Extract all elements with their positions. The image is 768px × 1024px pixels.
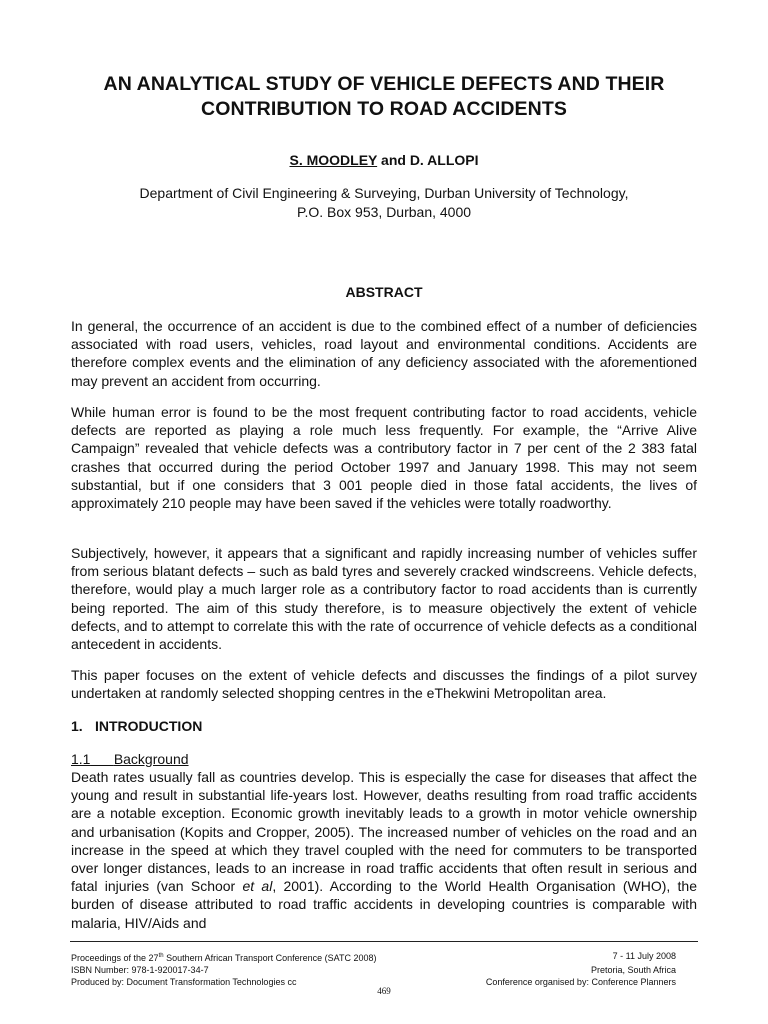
page-number: 469 <box>377 986 391 996</box>
introduction-body <box>71 768 697 932</box>
title-line-1: AN ANALYTICAL STUDY OF VEHICLE DEFECTS AND THEIR <box>103 73 665 95</box>
title-line-2: CONTRIBUTION TO ROAD ACCIDENTS <box>201 98 567 120</box>
page-footer <box>71 950 676 988</box>
section-number: 1. <box>71 718 83 734</box>
footer-producer: Produced by: Document Transformation Technologies cc <box>71 977 297 987</box>
section-heading-introduction <box>71 717 202 735</box>
affiliation <box>40 184 728 222</box>
authors <box>0 151 768 169</box>
footer-isbn: ISBN Number: 978-1-920017-34-7 <box>71 965 209 975</box>
footer-proceedings: Proceedings of the 27th Southern African Transport Conference (SATC 2008) <box>71 953 377 963</box>
subsection-title: Background <box>113 751 189 767</box>
paper-title <box>60 72 708 122</box>
abstract-paragraph-4: This paper focuses on the extent of vehicle defects and discusses the findings of a pilot survey undertaken at randomly selected shopping centres in the eThekwini Metropolitan area. <box>71 667 697 702</box>
footer-organiser: Conference organised by: Conference Planners <box>485 977 676 987</box>
abstract-heading: ABSTRACT <box>345 284 423 300</box>
author-joiner: and <box>377 152 410 168</box>
author-moodley: S. MOODLEY <box>289 152 378 168</box>
affiliation-line-1: Department of Civil Engineering & Surveying, Durban University of Technology, <box>139 185 629 201</box>
intro-text-part-2: , 2001). According to the World Health Organisation (WHO), the burden of disease attributed to road traffic accidents in developing countries is comparable with malaria, HIV/Aids and <box>71 878 697 931</box>
footer-location: Pretoria, South Africa <box>590 965 676 975</box>
affiliation-line-2: P.O. Box 953, Durban, 4000 <box>296 204 472 220</box>
abstract-paragraph-1: In general, the occurrence of an accident is due to the combined effect of a number of deficiencies associated with road users, vehicles, road layout and environmental conditions. Accidents are therefore complex events and the elimination of any deficiency associated with the aforementioned may prevent an accident from occurring. <box>71 318 697 389</box>
subsection-heading-background <box>71 750 189 768</box>
intro-text-part-1: Death rates usually fall as countries develop. This is especially the case for diseases that affect the young and result in substantial life-years lost. However, deaths resulting from road traffic accidents are a notable exception. Economic growth inevitably leads to a growth in motor vehicle ownership and urbanisation (Kopits and Cropper, 2005). The increased number of vehicles on the road and an increase in the speed at which they travel coupled with the need for commuters to be transported over longer distances, leads to an increase in road traffic accidents that often result in serious and fatal injuries (van Schoor <box>71 769 697 895</box>
intro-text-italic: et al <box>242 878 273 895</box>
section-title: INTRODUCTION <box>95 718 203 734</box>
author-allopi: D. ALLOPI <box>409 152 479 168</box>
subsection-number: 1.1 <box>71 751 91 767</box>
abstract-paragraph-2: While human error is found to be the most frequent contributing factor to road accidents, vehicle defects are reported as playing a role much less frequently. For example, the “Arrive Alive Campaign” revealed that vehicle defects was a contributory factor in 7 per cent of the 2 383 fatal crashes that occurred during the period October 1997 and January 1998. This may not seem substantial, but if one considers that 3 001 people died in those fatal accidents, the lives of approximately 210 people may have been saved if the vehicles were totally roadworthy. <box>71 404 697 512</box>
abstract-paragraph-3: Subjectively, however, it appears that a significant and rapidly increasing number of vehicles suffer from serious blatant defects – such as bald tyres and severely cracked windscreens. Vehicle defects, therefore, would play a much larger role as a contributory factor to road accidents than is currently being reported. The aim of this study therefore, is to measure objectively the extent of vehicle defects, and to attempt to correlate this with the rate of occurrence of vehicle defects as a conditional antecedent in accidents. <box>71 545 697 653</box>
footer-divider <box>70 941 698 942</box>
footer-dates: 7 - 11 July 2008 <box>612 951 676 961</box>
